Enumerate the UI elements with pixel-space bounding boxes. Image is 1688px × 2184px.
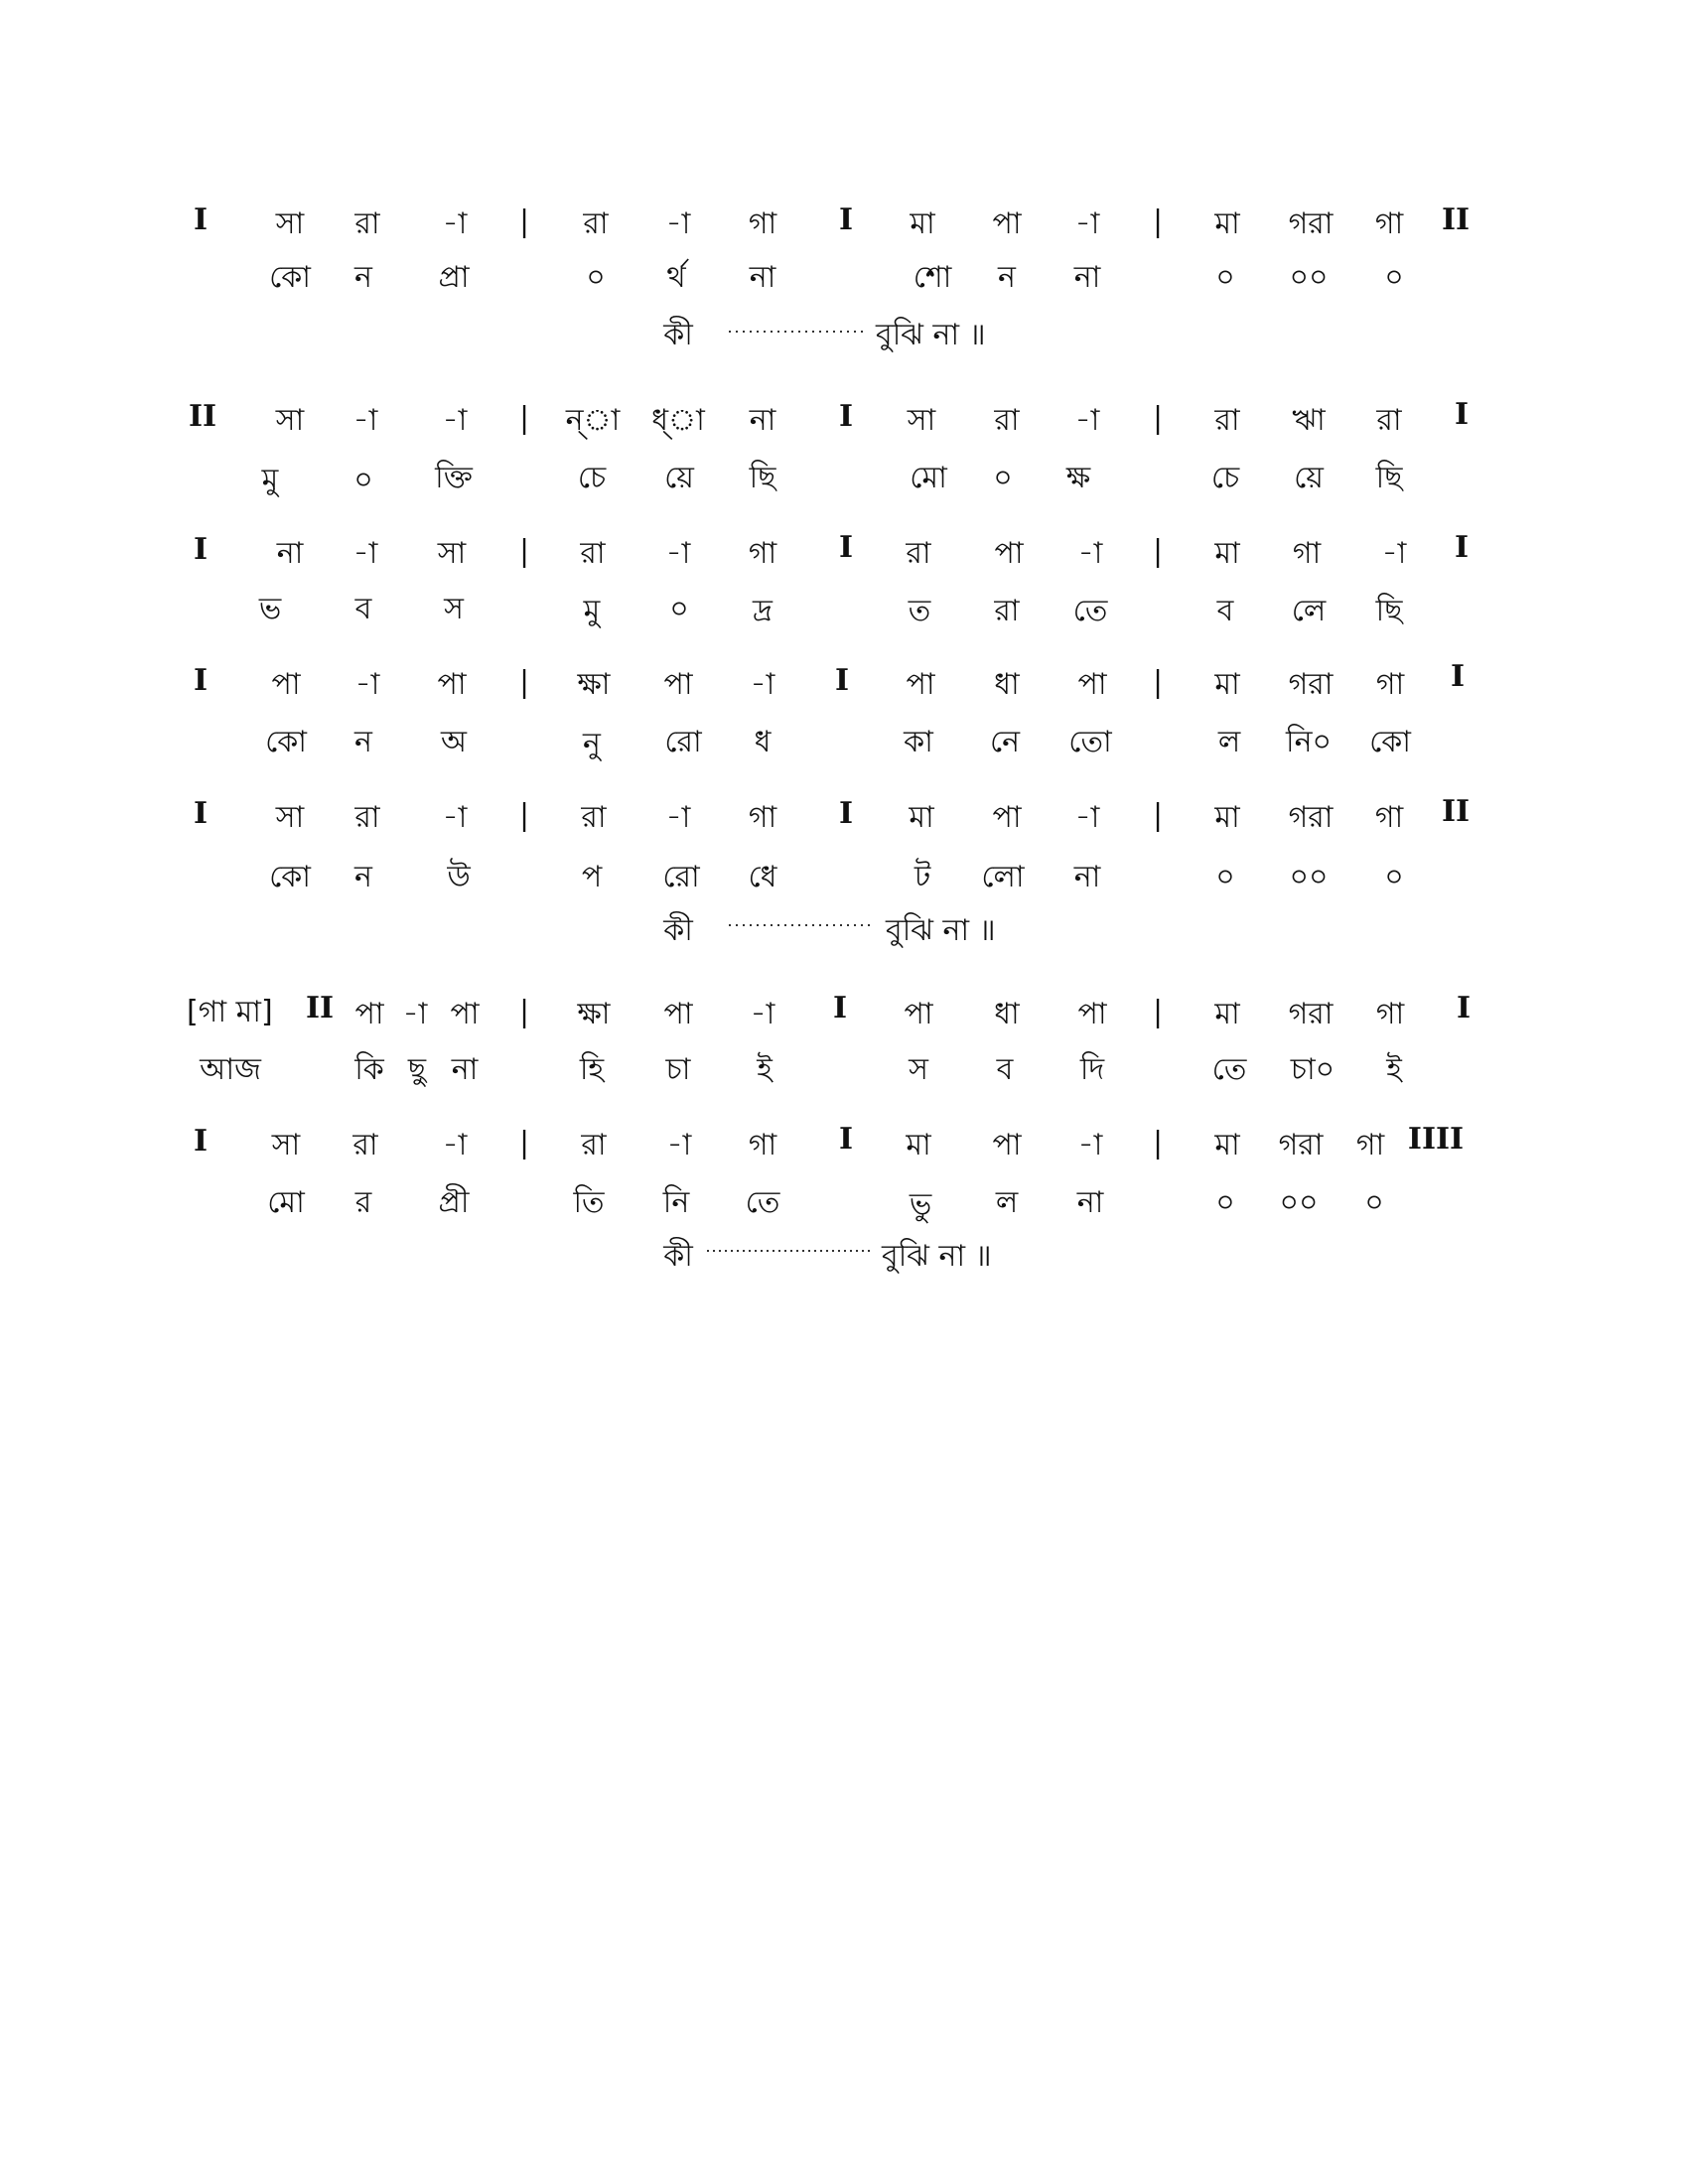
swara-note: না	[276, 536, 304, 571]
refrain-start: কী	[663, 913, 693, 948]
lyric-syllable: প	[581, 860, 603, 894]
lyric-syllable: ন	[354, 260, 372, 295]
lyric-syllable: ক্ষ	[1065, 461, 1091, 495]
swara-note: পা	[663, 997, 693, 1031]
lyric-syllable: ন	[354, 725, 372, 759]
lyric-syllable: ০	[1384, 260, 1404, 295]
swara-note: রা	[583, 206, 609, 241]
swara-note: -া	[442, 403, 468, 438]
lyric-syllable: অ	[441, 725, 467, 759]
swara-note: মা	[1214, 997, 1240, 1031]
lyric-syllable: লে	[1291, 594, 1327, 628]
swara-marker: I	[1456, 991, 1472, 1025]
lyric-syllable: না	[451, 1052, 479, 1087]
swara-note: -া	[750, 667, 775, 702]
refrain-start: কী	[663, 318, 693, 352]
swara-note: পা	[904, 997, 933, 1031]
swara-note: পা	[994, 536, 1024, 571]
lyric-syllable: লো	[981, 860, 1025, 894]
swara-marker: I	[193, 663, 209, 698]
bar-line: |	[1152, 534, 1164, 569]
swara-note: পা	[271, 667, 301, 702]
bar-line: |	[518, 534, 530, 569]
lyric-syllable: ব	[1216, 594, 1234, 628]
swara-note: মা	[1214, 1128, 1240, 1162]
refrain-dotted-leader	[705, 1243, 874, 1257]
swara-marker: I	[838, 1122, 854, 1157]
lyric-syllable: য়ে	[664, 461, 694, 495]
lyric-syllable: কো	[269, 860, 311, 894]
bar-line: |	[1152, 798, 1164, 833]
swara-note: পা	[992, 206, 1022, 241]
swara-note: পা	[450, 997, 480, 1031]
lyric-syllable: র্থ	[666, 260, 686, 295]
lyric-syllable: ক্তি	[435, 461, 473, 495]
swara-note: ধা	[994, 667, 1020, 702]
refrain-dotted-leader	[727, 324, 866, 338]
lyric-syllable: প্রী	[438, 1185, 470, 1220]
lyric-syllable: দি	[1079, 1052, 1105, 1087]
swara-note: পা	[992, 1128, 1022, 1162]
lyric-syllable: ০	[1384, 860, 1404, 894]
bar-line: |	[1152, 665, 1164, 700]
lyric-syllable: মো	[267, 1185, 305, 1220]
swara-note: রা	[906, 536, 931, 571]
lyric-syllable: ০	[993, 461, 1013, 495]
refrain-end: বুঝি না ॥	[876, 318, 986, 352]
bar-line: |	[518, 798, 530, 833]
lyric-syllable: কো	[265, 725, 307, 759]
lyric-syllable: নু	[583, 727, 601, 761]
swara-note: পা	[992, 800, 1022, 835]
swara-note: রা	[1376, 403, 1402, 438]
lyric-syllable: দ্র	[753, 594, 773, 628]
refrain-end: বুঝি না ॥	[882, 1239, 992, 1274]
swara-marker: I	[838, 530, 854, 565]
lyric-syllable: চে	[1210, 461, 1240, 495]
swara-note: সা	[275, 403, 305, 438]
swara-marker: IIII	[1407, 1122, 1465, 1157]
lyric-syllable: চে	[577, 461, 607, 495]
lyric-syllable: আজ	[200, 1052, 261, 1087]
swara-marker: II	[305, 991, 335, 1025]
swara-note: গরা	[1288, 206, 1334, 241]
swara-marker: I	[1450, 659, 1466, 694]
swara-note: -া	[750, 997, 775, 1031]
lyric-syllable: স	[444, 592, 464, 626]
swara-note: -া	[352, 403, 378, 438]
swara-note: গা	[748, 206, 777, 241]
swara-note: পা	[354, 997, 384, 1031]
swara-note: -া	[665, 536, 691, 571]
lyric-syllable: ০০	[1279, 1185, 1319, 1220]
swara-marker: I	[838, 796, 854, 831]
swara-note: মা	[1214, 206, 1240, 241]
lyric-syllable: ভু	[909, 1187, 932, 1222]
swara-note: -া	[1077, 536, 1103, 571]
swara-note: মা	[1214, 536, 1240, 571]
swara-note: না	[749, 403, 776, 438]
lyric-syllable: র	[354, 1185, 372, 1220]
bar-line: |	[1152, 995, 1164, 1029]
swara-marker: I	[838, 203, 854, 237]
swara-marker: I	[834, 663, 850, 698]
lyric-syllable: চা	[665, 1052, 691, 1087]
swara-note: গা	[748, 536, 777, 571]
lyric-syllable: তে	[1211, 1052, 1247, 1087]
lyric-syllable: ন	[998, 260, 1016, 295]
swara-note: রা	[352, 1128, 378, 1162]
lyric-syllable: ই	[1386, 1052, 1402, 1087]
swara-note: মা	[1214, 667, 1240, 702]
swara-note: সা	[437, 536, 467, 571]
lyric-syllable: মু	[583, 594, 601, 628]
swara-note: পা	[437, 667, 467, 702]
lyric-syllable: মু	[261, 463, 279, 497]
swara-note: রা	[1214, 403, 1240, 438]
swara-note: মা	[909, 800, 934, 835]
bar-line: |	[1152, 205, 1164, 239]
lyric-syllable: স	[909, 1052, 928, 1087]
lyric-syllable: নে	[989, 725, 1021, 759]
lyric-syllable: ছি	[1375, 461, 1403, 495]
lyric-syllable: মো	[910, 461, 947, 495]
bar-line: |	[1152, 1126, 1164, 1160]
swara-note: -া	[1381, 536, 1407, 571]
refrain-dotted-leader	[727, 917, 876, 931]
lyric-syllable: ব	[996, 1052, 1014, 1087]
lyric-syllable: শো	[913, 260, 952, 295]
swara-marker: I	[193, 532, 209, 567]
swara-note: রা	[581, 800, 607, 835]
swara-note: -া	[352, 536, 378, 571]
lyric-syllable: কা	[904, 725, 933, 759]
bar-line: |	[518, 401, 530, 436]
swara-note: -া	[1074, 206, 1100, 241]
swara-marker: I	[193, 203, 209, 237]
lyric-syllable: না	[749, 260, 776, 295]
lyric-syllable: নি০	[1286, 725, 1332, 759]
lyric-syllable: তে	[1072, 594, 1108, 628]
swara-note: সা	[275, 800, 305, 835]
swara-note: পা	[906, 667, 935, 702]
lyric-syllable: হি	[579, 1052, 605, 1087]
swara-marker: I	[832, 991, 848, 1025]
lyric-syllable: ত	[908, 594, 931, 628]
lyric-syllable: ন	[354, 860, 372, 894]
swara-note: -া	[442, 1128, 468, 1162]
swara-note: গা	[1375, 997, 1405, 1031]
swara-note: গা	[748, 1128, 777, 1162]
lyric-syllable: ধে	[748, 860, 777, 894]
lyric-syllable: কি	[354, 1052, 384, 1087]
lyric-syllable: না	[1076, 1185, 1104, 1220]
swara-note: ধা	[994, 997, 1020, 1031]
lyric-syllable: ছু	[407, 1052, 427, 1087]
lyric-syllable: প্রা	[438, 260, 470, 295]
swara-note: মা	[910, 206, 935, 241]
swara-marker: II	[188, 399, 217, 434]
lyric-syllable: ভ	[258, 592, 282, 626]
prefix-notes: [গা মা]	[187, 995, 273, 1029]
swara-note: ঋা	[1292, 403, 1326, 438]
refrain-start: কী	[663, 1239, 693, 1274]
lyric-syllable: ই	[757, 1052, 773, 1087]
lyric-syllable: না	[1073, 260, 1101, 295]
lyric-syllable: ছি	[1375, 594, 1403, 628]
lyric-syllable: ছি	[749, 461, 776, 495]
bar-line: |	[518, 1126, 530, 1160]
lyric-syllable: ল	[995, 1185, 1019, 1220]
swara-marker: I	[1454, 530, 1470, 565]
swara-note: পা	[1077, 667, 1107, 702]
lyric-syllable: ০	[669, 592, 689, 626]
swara-note: সা	[275, 206, 305, 241]
swara-note: মা	[1214, 800, 1240, 835]
swara-marker: II	[1441, 794, 1471, 829]
lyric-syllable: রো	[662, 860, 700, 894]
lyric-syllable: ০০	[1289, 860, 1329, 894]
bar-line: |	[518, 665, 530, 700]
swara-marker: I	[193, 1124, 209, 1159]
bar-line: |	[518, 995, 530, 1029]
swara-note: রা	[354, 800, 380, 835]
swara-note: -া	[1074, 800, 1100, 835]
swara-note: ন্া	[565, 403, 621, 438]
lyric-syllable: ধ	[754, 725, 772, 759]
swara-note: গা	[1375, 667, 1405, 702]
swara-note: গরা	[1288, 667, 1334, 702]
swara-note: ক্ষা	[577, 997, 611, 1031]
lyric-syllable: ল	[1217, 725, 1241, 759]
lyric-syllable: রা	[994, 594, 1020, 628]
swara-note: গরা	[1288, 800, 1334, 835]
swara-note: গা	[1374, 206, 1404, 241]
refrain-end: বুঝি না ॥	[886, 913, 996, 948]
lyric-syllable: নি	[662, 1185, 690, 1220]
swara-note: গরা	[1288, 997, 1334, 1031]
swara-note: ধ্া	[651, 403, 705, 438]
lyric-syllable: ০	[1364, 1185, 1384, 1220]
swara-note: মা	[906, 1128, 931, 1162]
lyric-syllable: ০	[1215, 860, 1235, 894]
lyric-syllable: উ	[447, 860, 471, 894]
lyric-syllable: না	[1073, 860, 1101, 894]
swara-note: -া	[665, 800, 691, 835]
swara-note: -া	[666, 1128, 692, 1162]
swara-note: গা	[1374, 800, 1404, 835]
lyric-syllable: কো	[269, 260, 311, 295]
lyric-syllable: য়ে	[1294, 461, 1324, 495]
swara-note: পা	[1077, 997, 1107, 1031]
swara-note: ক্ষা	[577, 667, 611, 702]
swara-note: -া	[1077, 1128, 1103, 1162]
swara-note: -া	[442, 206, 468, 241]
lyric-syllable: ০০	[1289, 260, 1329, 295]
swara-marker: I	[838, 399, 854, 434]
bar-line: |	[518, 205, 530, 239]
swara-note: রা	[580, 536, 606, 571]
swara-note: -া	[402, 997, 428, 1031]
swara-marker: I	[1454, 397, 1470, 432]
swara-note: রা	[994, 403, 1020, 438]
swara-note: রা	[354, 206, 380, 241]
lyric-syllable: ০	[586, 260, 606, 295]
swara-marker: II	[1441, 203, 1471, 237]
swara-note: গা	[1292, 536, 1322, 571]
lyric-syllable: রো	[664, 725, 702, 759]
bar-line: |	[1152, 401, 1164, 436]
lyric-syllable: ব	[354, 592, 372, 626]
swara-note: -া	[354, 667, 380, 702]
swara-note: গা	[1355, 1128, 1385, 1162]
swara-note: গা	[748, 800, 777, 835]
swara-note: গরা	[1278, 1128, 1324, 1162]
lyric-syllable: ০	[1215, 260, 1235, 295]
swara-note: রা	[581, 1128, 607, 1162]
swara-note: সা	[907, 403, 936, 438]
swara-note: পা	[663, 667, 693, 702]
swara-note: -া	[1074, 403, 1100, 438]
lyric-syllable: তো	[1068, 725, 1112, 759]
swara-marker: I	[193, 796, 209, 831]
lyric-syllable: কো	[1369, 725, 1411, 759]
lyric-syllable: ০	[1215, 1185, 1235, 1220]
lyric-syllable: তে	[745, 1185, 780, 1220]
swara-note: সা	[271, 1128, 301, 1162]
lyric-syllable: ০	[353, 463, 373, 497]
lyric-syllable: তি	[573, 1185, 605, 1220]
lyric-syllable: ট	[914, 860, 931, 894]
swara-note: -া	[442, 800, 468, 835]
swara-note: -া	[665, 206, 691, 241]
lyric-syllable: চা০	[1290, 1052, 1336, 1087]
